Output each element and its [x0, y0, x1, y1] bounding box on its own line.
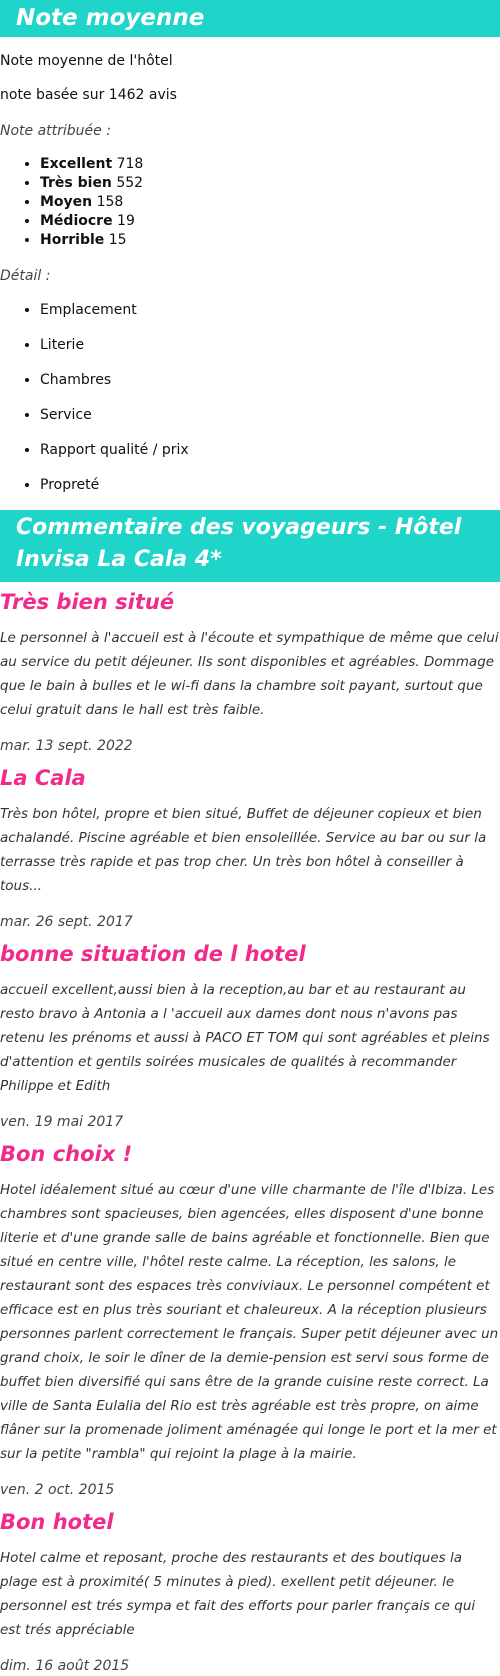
review-card [0, 1500, 500, 1676]
rating-label: Médiocre [40, 213, 113, 229]
review-title: Bon choix ! [0, 1142, 133, 1166]
detail-item-rapport-qualite-prix: • Rapport qualité / prix [40, 440, 500, 460]
review-title: bonne situation de l hotel [0, 942, 306, 966]
review-card [0, 1132, 500, 1500]
rating-item-moyen [40, 193, 500, 212]
rating-label: Excellent [40, 156, 113, 172]
based-on-count: note basée sur 1462 avis [0, 87, 177, 103]
detail-label: Détail : [0, 268, 51, 284]
section-heading-rating: Note moyenne [0, 0, 500, 37]
rating-count: 552 [116, 175, 144, 191]
rating-count: 15 [108, 232, 127, 248]
rating-label: Horrible [40, 232, 105, 248]
review-text: Hotel idéalement situé au cœur d'une ville charmante de l'île d'Ibiza. Les chambres sont spacieuses, bien agencées, elles disposent d'une bonne literie et d'une grande salle de bains agréable et fonctionnelle. Bien que situé en centre ville, l'hôtel reste calme. La réception, les salons, le restaurant sont des espaces très conviviaux. Le personnel compétent et efficace est en plus très souriant et chaleureux. A la réception plusieurs personnes parlent correctement le français. Super petit déjeuner avec un grand choix, le soir le dîner de la demie-pension est servi sous forme de buffet bien diversifié qui sans être de la grande cuisine reste correct. La ville de Santa Eulalia del Rio est très agréable est très propre, on aime flâner sur la promenade joliment aménagée qui longe le port et la mer et sur la petite "rambla" qui rejoint la plage à la mairie. [0, 1182, 499, 1462]
review-text: accueil excellent,aussi bien à la reception,au bar et au restaurant au resto bravo à Antonia a l 'accueil aux dames dont nous n'avons pas retenu les prénoms et aussi à PACO ET TOM qui sont agréables et pleins d'attention et gentils soirées musicales de qualités à recommander Philippe et Edith [0, 982, 490, 1094]
review-title: Bon hotel [0, 1510, 114, 1534]
rating-item-excellent [40, 155, 500, 174]
rating-item-tres-bien [40, 174, 500, 193]
rating-count: 158 [96, 194, 124, 210]
detail-item-literie: • Literie [40, 335, 500, 355]
rating-count: 19 [117, 213, 135, 229]
review-card [0, 582, 500, 756]
attributed-label: Note attribuée : [0, 123, 111, 139]
review-date: mar. 26 sept. 2017 [0, 914, 133, 930]
ratings-list [0, 155, 500, 250]
detail-list [0, 300, 500, 495]
rating-label: Moyen [40, 194, 93, 210]
rating-item-mediocre [40, 212, 500, 231]
review-date: ven. 19 mai 2017 [0, 1114, 124, 1130]
review-card [0, 756, 500, 932]
review-date: dim. 16 août 2015 [0, 1658, 130, 1674]
review-date: ven. 2 oct. 2015 [0, 1482, 115, 1498]
review-text: Hotel calme et reposant, proche des restaurants et des boutiques la plage est à proximité( 5 minutes à pied). exellent petit déjeuner. le personnel est trés sympa et fait des efforts pour parler français ce qui est trés appréciable [0, 1550, 476, 1638]
detail-item-chambres: • Chambres [40, 370, 500, 390]
hotel-average-label: Note moyenne de l'hôtel [0, 53, 173, 69]
review-text: Le personnel à l'accueil est à l'écoute et sympathique de même que celui au service du petit déjeuner. Ils sont disponibles et agréables. Dommage que le bain à bulles et le wi-fi dans la chambre soit payant, surtout que celui gratuit dans le hall est très faible. [0, 630, 499, 718]
review-text: Très bon hôtel, propre et bien situé, Buffet de déjeuner copieux et bien achalandé. Piscine agréable et bien ensoleillée. Service au bar ou sur la terrasse très rapide et pas trop cher. Un très bon hôtel à conseiller à tous... [0, 806, 487, 894]
review-title: Très bien situé [0, 590, 175, 614]
review-date: mar. 13 sept. 2022 [0, 738, 133, 754]
detail-item-emplacement: • Emplacement [40, 300, 500, 320]
review-title: La Cala [0, 766, 86, 790]
review-card [0, 932, 500, 1132]
section-heading-reviews: Commentaire des voyageurs - Hôtel Invisa La Cala 4* [0, 510, 500, 582]
rating-item-horrible [40, 231, 500, 250]
rating-count: 718 [116, 156, 144, 172]
detail-item-service: • Service [40, 405, 500, 425]
rating-label: Très bien [40, 175, 112, 191]
detail-item-proprete: • Propreté [40, 475, 500, 495]
